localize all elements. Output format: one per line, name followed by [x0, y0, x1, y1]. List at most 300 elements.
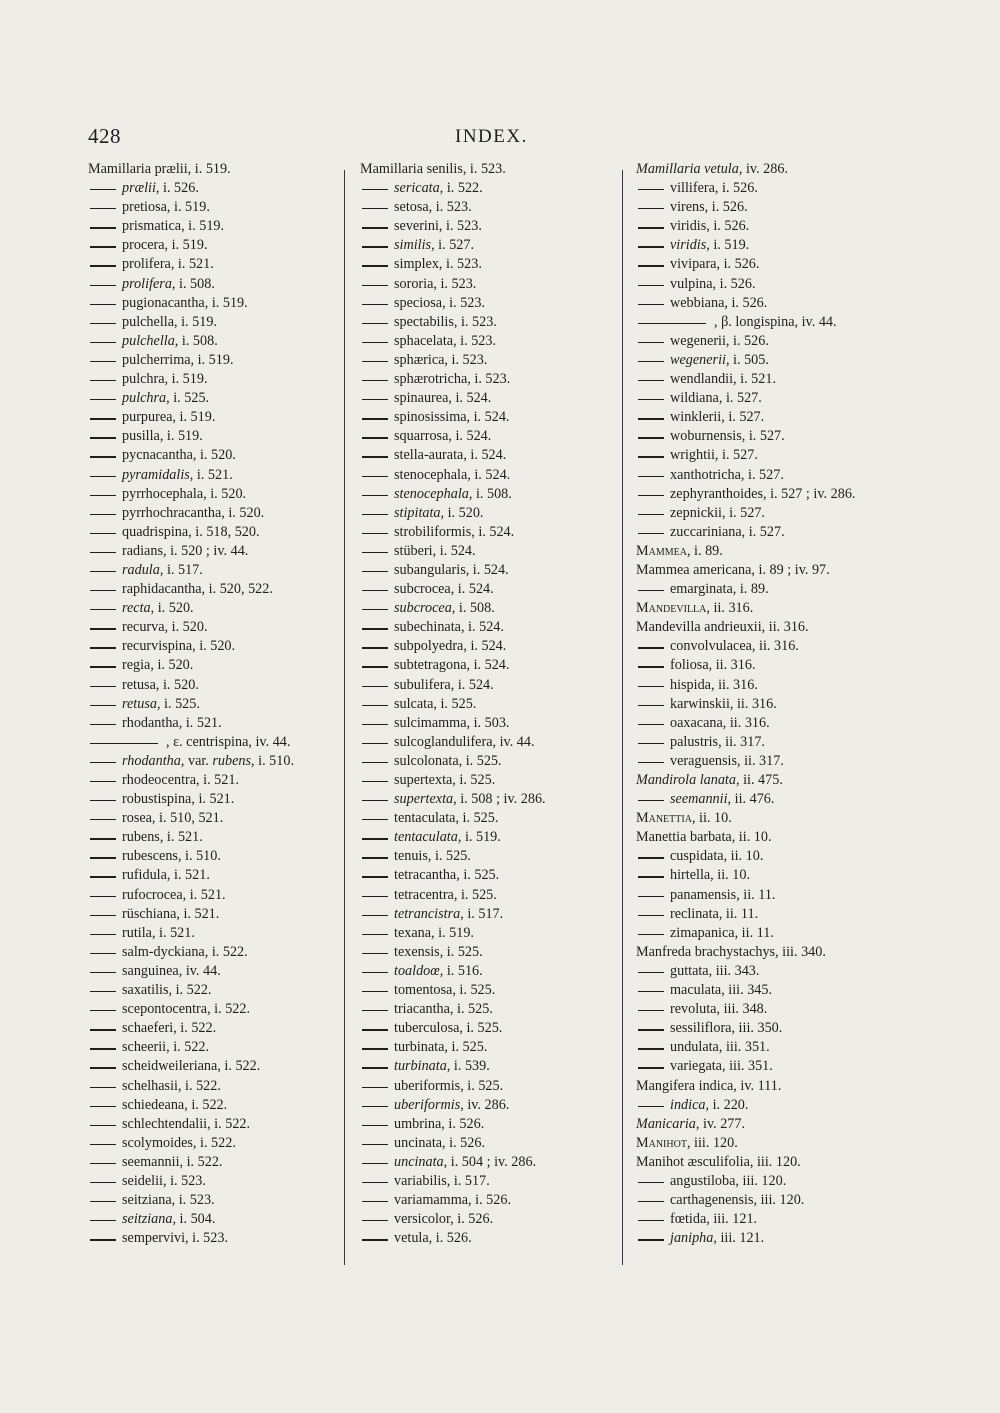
index-subentry — [360, 828, 615, 847]
entry-text: vivipara, i. 526. — [670, 256, 760, 273]
entry-text: rhodeocentra, i. 521. — [122, 772, 240, 788]
entry-text: sericata — [394, 180, 440, 197]
entry-text: vulpina, i. 526. — [670, 275, 756, 292]
index-entry — [636, 1115, 916, 1134]
index-subentry — [360, 1115, 615, 1134]
index-subentry — [360, 275, 615, 294]
entry-text: pulchra, i. 519. — [122, 371, 208, 388]
index-subentry — [88, 1153, 340, 1172]
index-subentry — [88, 1077, 340, 1096]
index-subentry — [636, 389, 916, 408]
index-entry — [636, 618, 916, 637]
index-subentry — [636, 637, 916, 656]
entry-text: , i. 519. — [706, 237, 750, 254]
index-subentry — [360, 1172, 615, 1191]
entry-text: texensis, i. 525. — [394, 943, 483, 960]
index-subentry — [88, 561, 340, 580]
entry-text: fœtida, iii. 121. — [670, 1211, 758, 1228]
entry-text: foliosa, ii. 316. — [670, 657, 756, 674]
entry-text: sulcolonata, i. 525. — [394, 752, 502, 769]
index-subentry — [360, 523, 615, 542]
index-subentry — [88, 809, 340, 828]
index-subentry — [360, 255, 615, 274]
index-subentry — [360, 1153, 615, 1172]
entry-text: hispida, ii. 316. — [670, 676, 758, 693]
entry-text: , i. 508. — [171, 275, 215, 292]
index-column-3 — [636, 160, 916, 1248]
entry-text: , i. 508 ; iv. 286. — [453, 791, 546, 808]
index-subentry — [88, 466, 340, 485]
entry-text: versicolor, i. 526. — [394, 1211, 494, 1228]
entry-text: toaldoœ — [394, 962, 440, 979]
entry-text: severini, i. 523. — [394, 218, 482, 235]
entry-text: wendlandii, i. 521. — [670, 371, 776, 388]
entry-text: Mamillaria vetula — [636, 161, 739, 177]
entry-text: scolymoides, i. 522. — [122, 1134, 236, 1151]
index-column-2 — [360, 160, 615, 1248]
entry-text: procera, i. 519. — [122, 237, 208, 254]
index-subentry — [88, 962, 340, 981]
index-subentry — [360, 752, 615, 771]
entry-text: zephyranthoides, i. 527 ; iv. 286. — [670, 485, 856, 502]
entry-text: variegata, iii. 351. — [670, 1058, 773, 1075]
index-subentry — [360, 962, 615, 981]
index-subentry — [360, 733, 615, 752]
index-subentry — [636, 1096, 916, 1115]
index-subentry — [88, 866, 340, 885]
index-subentry — [636, 1019, 916, 1038]
index-subentry — [360, 561, 615, 580]
entry-text: sulcimamma, i. 503. — [394, 714, 510, 731]
entry-text: subangularis, i. 524. — [394, 561, 509, 578]
entry-text: saxatilis, i. 522. — [122, 982, 212, 999]
index-subentry — [360, 637, 615, 656]
index-subentry — [636, 217, 916, 236]
index-subentry — [88, 198, 340, 217]
index-subentry — [636, 332, 916, 351]
index-subentry — [88, 733, 340, 752]
index-subentry — [360, 1019, 615, 1038]
entry-text: , iv. 277. — [695, 1115, 746, 1132]
index-subentry — [360, 446, 615, 465]
entry-text: schelhasii, i. 522. — [122, 1077, 221, 1094]
entry-text: wildiana, i. 527. — [670, 390, 762, 407]
entry-text: turbinata, i. 525. — [394, 1039, 488, 1056]
index-subentry — [360, 427, 615, 446]
index-subentry — [636, 1172, 916, 1191]
entry-text: squarrosa, i. 524. — [394, 428, 492, 445]
index-subentry — [360, 370, 615, 389]
entry-text: simplex, i. 523. — [394, 256, 482, 273]
index-subentry — [636, 695, 916, 714]
index-subentry — [636, 924, 916, 943]
index-subentry — [636, 408, 916, 427]
index-subentry — [360, 179, 615, 198]
index-subentry — [360, 236, 615, 255]
entry-text: maculata, iii. 345. — [670, 982, 773, 999]
entry-text: Mamillaria senilis, i. 523. — [360, 161, 506, 177]
index-subentry — [360, 886, 615, 905]
index-subentry — [636, 504, 916, 523]
entry-text: recurva, i. 520. — [122, 619, 208, 636]
entry-text: pulcherrima, i. 519. — [122, 351, 234, 368]
entry-text: tetracentra, i. 525. — [394, 886, 497, 903]
entry-text: guttata, iii. 343. — [670, 962, 760, 979]
page-number: 428 — [88, 124, 121, 148]
entry-text: tentaculata — [394, 829, 458, 846]
entry-text: uberiformis, i. 525. — [394, 1077, 504, 1094]
index-subentry — [88, 771, 340, 790]
entry-text: Manettia — [636, 810, 692, 827]
index-entry — [636, 1153, 916, 1172]
entry-text: texana, i. 519. — [394, 924, 474, 941]
entry-text: virens, i. 526. — [670, 199, 748, 216]
index-subentry — [360, 217, 615, 236]
entry-text: , i. 510. — [251, 752, 294, 769]
index-subentry — [88, 1038, 340, 1057]
index-subentry — [636, 847, 916, 866]
entry-text: Mamillaria prælii, i. 519. — [88, 161, 231, 177]
entry-text: undulata, iii. 351. — [670, 1039, 770, 1056]
entry-text: retusa, i. 520. — [122, 676, 199, 693]
index-subentry — [636, 676, 916, 695]
entry-text: , i. 527. — [431, 237, 475, 254]
index-subentry — [636, 466, 916, 485]
entry-text: turbinata — [394, 1058, 447, 1075]
entry-text: Manihot — [636, 1134, 687, 1151]
entry-text: viridis, i. 526. — [670, 218, 750, 235]
entry-text: veraguensis, ii. 317. — [670, 752, 784, 769]
entry-text: karwinskii, ii. 316. — [670, 695, 777, 712]
entry-text: rubens — [212, 752, 252, 769]
entry-text: Mammea americana, i. 89 ; iv. 97. — [636, 561, 830, 578]
index-subentry — [360, 351, 615, 370]
index-subentry — [636, 370, 916, 389]
entry-text: schiedeana, i. 522. — [122, 1096, 228, 1113]
index-subentry — [360, 656, 615, 675]
entry-text: , ii. 10. — [691, 810, 732, 827]
index-subentry — [88, 427, 340, 446]
entry-text: uberiformis — [394, 1096, 461, 1113]
entry-text: , i. 508. — [174, 332, 218, 349]
entry-text: purpurea, i. 519. — [122, 409, 216, 426]
index-subentry — [636, 1229, 916, 1248]
entry-text: , i. 525. — [156, 695, 200, 712]
entry-text: villifera, i. 526. — [670, 180, 758, 197]
entry-text: quadrispina, i. 518, 520. — [122, 523, 260, 540]
entry-text: pretiosa, i. 519. — [122, 199, 210, 216]
entry-text: , β. longispina, iv. 44. — [714, 313, 837, 330]
entry-text: retusa — [122, 695, 157, 712]
entry-text: panamensis, ii. 11. — [670, 886, 776, 903]
index-subentry — [360, 599, 615, 618]
column-divider-2 — [622, 170, 623, 1265]
index-subentry — [360, 1057, 615, 1076]
entry-text: Manihot æsculifolia, iii. 120. — [636, 1153, 801, 1170]
index-subentry — [88, 294, 340, 313]
index-subentry — [636, 198, 916, 217]
entry-text: schlechtendalii, i. 522. — [122, 1115, 251, 1132]
index-subentry — [636, 236, 916, 255]
index-subentry — [360, 1229, 615, 1248]
index-entry — [636, 561, 916, 580]
entry-text: seidelii, i. 523. — [122, 1172, 206, 1189]
entry-text: , i. 521. — [189, 466, 233, 483]
entry-text: , i. 505. — [725, 351, 769, 368]
entry-text: reclinata, ii. 11. — [670, 905, 759, 922]
entry-text: , ii. 476. — [727, 791, 775, 808]
entry-text: stipitata — [394, 504, 441, 521]
entry-text: speciosa, i. 523. — [394, 294, 486, 311]
index-subentry — [88, 351, 340, 370]
entry-text: recurvispina, i. 520. — [122, 638, 236, 655]
entry-text: , i. 522. — [439, 180, 483, 197]
entry-text: revoluta, iii. 348. — [670, 1001, 768, 1018]
entry-text: Manfreda brachystachys, iii. 340. — [636, 943, 826, 960]
index-subentry — [88, 695, 340, 714]
entry-text: , i. 520. — [440, 504, 484, 521]
entry-text: viridis — [670, 237, 707, 254]
entry-text: subcrocea — [394, 600, 452, 617]
entry-text: rüschiana, i. 521. — [122, 905, 220, 922]
index-subentry — [360, 695, 615, 714]
index-subentry — [88, 275, 340, 294]
entry-text: , i. 519. — [457, 829, 501, 846]
index-subentry — [88, 752, 340, 771]
index-subentry — [88, 332, 340, 351]
index-subentry — [88, 790, 340, 809]
index-subentry — [88, 370, 340, 389]
index-subentry — [636, 255, 916, 274]
index-column-1 — [88, 160, 340, 1248]
entry-text: salm-dyckiana, i. 522. — [122, 943, 248, 960]
entry-text: regia, i. 520. — [122, 657, 194, 674]
entry-text: tuberculosa, i. 525. — [394, 1020, 503, 1037]
entry-text: Manicaria — [636, 1115, 696, 1132]
entry-text: variamamma, i. 526. — [394, 1192, 512, 1209]
entry-text: , i. 516. — [439, 962, 483, 979]
index-subentry — [636, 962, 916, 981]
index-subentry — [360, 542, 615, 561]
index-entry — [636, 943, 916, 962]
entry-text: stella-aurata, i. 524. — [394, 447, 507, 464]
index-subentry — [88, 1096, 340, 1115]
entry-text: pugionacantha, i. 519. — [122, 294, 248, 311]
entry-text: subulifera, i. 524. — [394, 676, 494, 693]
index-subentry — [88, 847, 340, 866]
entry-text: indica — [670, 1096, 706, 1113]
entry-text: , i. 525. — [166, 390, 210, 407]
entry-text: similis — [394, 237, 432, 254]
entry-text: sempervivi, i. 523. — [122, 1230, 228, 1247]
index-subentry — [360, 1210, 615, 1229]
index-subentry — [636, 981, 916, 1000]
entry-text: , ii. 475. — [735, 772, 783, 788]
index-subentry — [636, 523, 916, 542]
index-subentry — [636, 905, 916, 924]
index-subentry — [88, 981, 340, 1000]
entry-text: tetrancistra — [394, 905, 461, 922]
entry-text: stüberi, i. 524. — [394, 542, 476, 559]
entry-text: pyramidalis — [122, 466, 190, 483]
index-subentry — [636, 313, 916, 332]
entry-text: seitziana, i. 523. — [122, 1192, 215, 1209]
index-subentry — [360, 790, 615, 809]
entry-text: , var. — [180, 752, 213, 769]
index-subentry — [636, 656, 916, 675]
index-subentry — [360, 866, 615, 885]
entry-text: prolifera — [122, 275, 172, 292]
entry-text: zuccariniana, i. 527. — [670, 523, 785, 540]
index-subentry — [88, 1134, 340, 1153]
index-subentry — [360, 1077, 615, 1096]
entry-text: , iv. 286. — [460, 1096, 510, 1113]
index-subentry — [88, 1019, 340, 1038]
entry-text: umbrina, i. 526. — [394, 1115, 485, 1132]
entry-text: sphacelata, i. 523. — [394, 332, 497, 349]
index-subentry — [360, 981, 615, 1000]
entry-text: , ii. 316. — [706, 600, 754, 617]
entry-text: subcrocea, i. 524. — [394, 581, 494, 598]
entry-text: robustispina, i. 521. — [122, 791, 235, 808]
index-subentry — [88, 924, 340, 943]
index-subentry — [360, 771, 615, 790]
index-subentry — [88, 1210, 340, 1229]
entry-text: raphidacantha, i. 520, 522. — [122, 581, 273, 598]
index-subentry — [88, 714, 340, 733]
entry-text: , i. 517. — [159, 561, 203, 578]
entry-text: spectabilis, i. 523. — [394, 313, 497, 330]
entry-text: , i. 504 ; iv. 286. — [443, 1153, 537, 1170]
entry-text: convolvulacea, ii. 316. — [670, 638, 799, 655]
index-subentry — [88, 408, 340, 427]
index-subentry — [636, 351, 916, 370]
entry-text: Mandevilla andrieuxii, ii. 316. — [636, 619, 809, 636]
index-subentry — [88, 676, 340, 695]
index-subentry — [360, 1096, 615, 1115]
entry-text: stenocephala, i. 524. — [394, 466, 511, 483]
entry-text: sphærica, i. 523. — [394, 351, 488, 368]
index-subentry — [360, 485, 615, 504]
index-subentry — [360, 466, 615, 485]
entry-text: , iv. 286. — [738, 161, 788, 177]
index-subentry — [360, 580, 615, 599]
index-subentry — [88, 828, 340, 847]
entry-text: uncinata — [394, 1153, 444, 1170]
index-subentry — [88, 542, 340, 561]
index-subentry — [88, 236, 340, 255]
entry-text: webbiana, i. 526. — [670, 294, 768, 311]
index-subentry — [636, 733, 916, 752]
index-subentry — [88, 523, 340, 542]
entry-text: angustiloba, iii. 120. — [670, 1172, 787, 1189]
entry-text: pyrrhocephala, i. 520. — [122, 485, 247, 502]
entry-text: supertexta — [394, 791, 454, 808]
index-subentry — [636, 1057, 916, 1076]
entry-text: pulchra — [122, 390, 167, 407]
index-subentry — [360, 408, 615, 427]
entry-text: Mandirola lanata — [636, 772, 736, 788]
index-subentry — [636, 752, 916, 771]
entry-text: zepnickii, i. 527. — [670, 504, 765, 521]
entry-text: , i. 508. — [468, 485, 512, 502]
entry-text: cuspidata, ii. 10. — [670, 848, 764, 865]
entry-text: rhodantha, i. 521. — [122, 714, 222, 731]
entry-text: rubescens, i. 510. — [122, 848, 221, 865]
entry-text: tomentosa, i. 525. — [394, 982, 496, 999]
entry-text: , i. 539. — [446, 1058, 490, 1075]
index-entry — [88, 160, 340, 179]
entry-text: schaeferi, i. 522. — [122, 1020, 217, 1037]
entry-text: rufocrocea, i. 521. — [122, 886, 226, 903]
index-subentry — [88, 313, 340, 332]
index-subentry — [360, 1000, 615, 1019]
index-subentry — [360, 389, 615, 408]
entry-text: , i. 517. — [460, 905, 504, 922]
index-subentry — [360, 847, 615, 866]
index-subentry — [636, 580, 916, 599]
entry-text: , i. 504. — [172, 1211, 216, 1228]
index-subentry — [88, 389, 340, 408]
index-subentry — [88, 886, 340, 905]
entry-text: , i. 89. — [686, 542, 723, 559]
index-subentry — [636, 485, 916, 504]
entry-text: pyrrhochracantha, i. 520. — [122, 504, 265, 521]
entry-text: spinosissima, i. 524. — [394, 409, 510, 426]
entry-text: triacantha, i. 525. — [394, 1001, 493, 1018]
entry-text: pulchella, i. 519. — [122, 313, 217, 330]
entry-text: sulcata, i. 525. — [394, 695, 477, 712]
entry-text: supertexta, i. 525. — [394, 772, 496, 788]
running-head: INDEX. — [455, 126, 528, 147]
column-divider-1 — [344, 170, 345, 1265]
index-subentry — [360, 198, 615, 217]
entry-text: Mammea — [636, 542, 687, 559]
index-subentry — [88, 580, 340, 599]
entry-text: , iii. 120. — [686, 1134, 738, 1151]
entry-text: janipha — [670, 1230, 714, 1247]
entry-text: setosa, i. 523. — [394, 199, 472, 216]
entry-text: uncinata, i. 526. — [394, 1134, 486, 1151]
index-subentry — [88, 504, 340, 523]
entry-text: seemannii — [670, 791, 728, 808]
entry-text: subpolyedra, i. 524. — [394, 638, 507, 655]
entry-text: prismatica, i. 519. — [122, 218, 225, 235]
entry-text: spinaurea, i. 524. — [394, 390, 492, 407]
entry-text: xanthotricha, i. 527. — [670, 466, 784, 483]
entry-text: scheidweileriana, i. 522. — [122, 1058, 261, 1075]
entry-text: emarginata, i. 89. — [670, 581, 769, 598]
index-subentry — [360, 294, 615, 313]
index-subentry — [88, 485, 340, 504]
entry-text: rutila, i. 521. — [122, 924, 195, 941]
index-subentry — [360, 924, 615, 943]
entry-text: sororia, i. 523. — [394, 275, 477, 292]
entry-text: variabilis, i. 517. — [394, 1172, 490, 1189]
index-entry — [636, 160, 916, 179]
index-subentry — [636, 866, 916, 885]
entry-text: scepontocentra, i. 522. — [122, 1001, 251, 1018]
index-subentry — [88, 599, 340, 618]
index-subentry — [636, 886, 916, 905]
entry-text: wrightii, i. 527. — [670, 447, 758, 464]
entry-text: seemannii, i. 522. — [122, 1153, 223, 1170]
entry-text: woburnensis, i. 527. — [670, 428, 785, 445]
index-subentry — [636, 446, 916, 465]
entry-text: , i. 220. — [705, 1096, 749, 1113]
index-subentry — [360, 332, 615, 351]
entry-text: seitziana — [122, 1211, 173, 1228]
